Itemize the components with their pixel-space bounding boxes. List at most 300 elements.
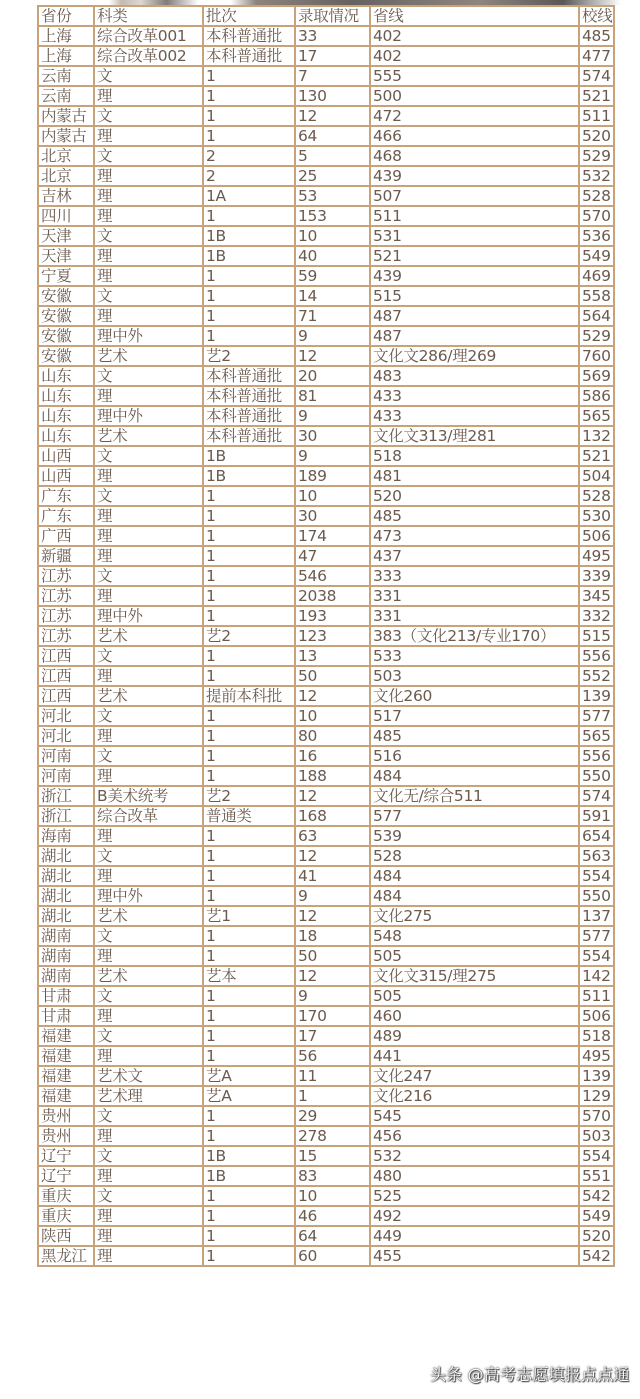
table-header-row [38,6,614,26]
cell-admission-count: 12 [295,106,370,126]
header-admission-count: 录取情况 [295,6,370,26]
table-row [38,826,614,846]
cell-school-cutoff: 345 [579,586,614,606]
cell-batch: 普通类 [203,806,295,826]
cell-province: 重庆 [38,1186,94,1206]
cell-subject-category: 理中外 [94,886,203,906]
cell-school-cutoff: 570 [579,206,614,226]
cell-batch: 1 [203,1246,295,1266]
cell-province-cutoff: 441 [370,1046,579,1066]
cell-batch: 1 [203,1126,295,1146]
cell-province: 湖北 [38,906,94,926]
cell-province-cutoff: 533 [370,646,579,666]
cell-admission-count: 83 [295,1166,370,1186]
cell-province: 广东 [38,486,94,506]
table-row [38,766,614,786]
cell-batch: 1 [203,566,295,586]
cell-province: 陕西 [38,1226,94,1246]
cell-admission-count: 60 [295,1246,370,1266]
cell-admission-count: 71 [295,306,370,326]
cell-subject-category: 文 [94,146,203,166]
cell-province-cutoff: 487 [370,306,579,326]
cell-province: 北京 [38,166,94,186]
cell-batch: 1 [203,986,295,1006]
cell-school-cutoff: 469 [579,266,614,286]
cell-admission-count: 30 [295,426,370,446]
cell-province-cutoff: 487 [370,326,579,346]
cell-batch: 1 [203,646,295,666]
table-row [38,386,614,406]
table-row [38,806,614,826]
table-row [38,1026,614,1046]
cell-school-cutoff: 504 [579,466,614,486]
table-row [38,1126,614,1146]
cell-batch: 1B [203,466,295,486]
cell-admission-count: 14 [295,286,370,306]
cell-batch: 1 [203,546,295,566]
cell-admission-count: 546 [295,566,370,586]
cell-batch: 1 [203,506,295,526]
cell-subject-category: 理 [94,166,203,186]
table-row [38,1246,614,1266]
cell-batch: 1 [203,1186,295,1206]
table-row [38,746,614,766]
cell-province-cutoff: 484 [370,866,579,886]
cell-admission-count: 59 [295,266,370,286]
cell-subject-category: 理中外 [94,406,203,426]
cell-batch: 1B [203,1146,295,1166]
cell-admission-count: 50 [295,946,370,966]
cell-subject-category: 理 [94,1226,203,1246]
header-school-cutoff: 校线 [579,6,614,26]
cell-province: 福建 [38,1046,94,1066]
cell-province: 福建 [38,1086,94,1106]
cell-subject-category: 理 [94,866,203,886]
cell-subject-category: 理 [94,1166,203,1186]
cell-subject-category: 文 [94,986,203,1006]
cell-province-cutoff: 484 [370,886,579,906]
table-row [38,26,614,46]
cell-province-cutoff: 516 [370,746,579,766]
cell-province: 江苏 [38,566,94,586]
cell-batch: 1B [203,246,295,266]
cell-subject-category: 理 [94,586,203,606]
cell-province-cutoff: 449 [370,1226,579,1246]
cell-province: 江苏 [38,586,94,606]
cell-batch: 1 [203,326,295,346]
cell-province-cutoff: 518 [370,446,579,466]
cell-province-cutoff: 483 [370,366,579,386]
cell-batch: 1 [203,126,295,146]
cell-batch: 1 [203,586,295,606]
cell-school-cutoff: 506 [579,526,614,546]
cell-school-cutoff: 591 [579,806,614,826]
cell-admission-count: 50 [295,666,370,686]
cell-batch: 1 [203,606,295,626]
cell-batch: 1 [203,526,295,546]
cell-subject-category: 理 [94,526,203,546]
cell-school-cutoff: 139 [579,1066,614,1086]
cell-province: 江西 [38,686,94,706]
cell-admission-count: 168 [295,806,370,826]
header-province-cutoff: 省线 [370,6,579,26]
cell-school-cutoff: 339 [579,566,614,586]
cell-admission-count: 10 [295,226,370,246]
cell-school-cutoff: 477 [579,46,614,66]
table-row [38,166,614,186]
cell-province: 湖北 [38,886,94,906]
cell-province: 山东 [38,406,94,426]
cell-province-cutoff: 437 [370,546,579,566]
cell-province: 福建 [38,1066,94,1086]
cell-province: 湖南 [38,966,94,986]
cell-admission-count: 10 [295,486,370,506]
cell-province-cutoff: 481 [370,466,579,486]
table-row [38,286,614,306]
cell-school-cutoff: 511 [579,986,614,1006]
cell-province-cutoff: 439 [370,166,579,186]
cell-batch: 艺A [203,1086,295,1106]
cell-subject-category: 综合改革002 [94,46,203,66]
table-row [38,926,614,946]
cell-province-cutoff: 503 [370,666,579,686]
table-row [38,1106,614,1126]
cell-province-cutoff: 文化275 [370,906,579,926]
table-row [38,586,614,606]
cell-batch: 1 [203,1046,295,1066]
cell-subject-category: 文 [94,1186,203,1206]
cell-province-cutoff: 517 [370,706,579,726]
cell-admission-count: 5 [295,146,370,166]
cell-admission-count: 56 [295,1046,370,1066]
cell-school-cutoff: 532 [579,166,614,186]
cell-province-cutoff: 433 [370,386,579,406]
cell-province-cutoff: 文化无/综合511 [370,786,579,806]
cell-province-cutoff: 505 [370,946,579,966]
cell-admission-count: 12 [295,786,370,806]
watermark-text: 头条 @高考志愿填报点点通 [430,1365,630,1384]
cell-subject-category: 理 [94,86,203,106]
table-row [38,526,614,546]
table-row [38,206,614,226]
cell-admission-count: 189 [295,466,370,486]
table-row [38,666,614,686]
cell-subject-category: 文 [94,286,203,306]
cell-batch: 1B [203,226,295,246]
cell-school-cutoff: 550 [579,886,614,906]
cell-province-cutoff: 文化文313/理281 [370,426,579,446]
cell-batch: 1 [203,86,295,106]
cell-province-cutoff: 511 [370,206,579,226]
cell-batch: 1 [203,306,295,326]
cell-school-cutoff: 565 [579,726,614,746]
table-row [38,546,614,566]
cell-school-cutoff: 574 [579,786,614,806]
cell-batch: 1 [203,1106,295,1126]
cell-subject-category: B美术统考 [94,786,203,806]
cell-province: 上海 [38,26,94,46]
table-row [38,246,614,266]
cell-school-cutoff: 139 [579,686,614,706]
cell-school-cutoff: 132 [579,426,614,446]
cell-subject-category: 文 [94,706,203,726]
cell-school-cutoff: 142 [579,966,614,986]
cell-subject-category: 文 [94,106,203,126]
cell-batch: 艺1 [203,906,295,926]
cell-subject-category: 文 [94,1146,203,1166]
cell-admission-count: 123 [295,626,370,646]
cell-batch: 1 [203,286,295,306]
cell-province: 山东 [38,426,94,446]
table-row [38,786,614,806]
cell-batch: 本科普通批 [203,366,295,386]
cell-school-cutoff: 556 [579,646,614,666]
table-row [38,366,614,386]
cell-school-cutoff: 503 [579,1126,614,1146]
table-row [38,326,614,346]
cell-province-cutoff: 456 [370,1126,579,1146]
cell-admission-count: 11 [295,1066,370,1086]
cell-batch: 1 [203,886,295,906]
cell-school-cutoff: 556 [579,746,614,766]
cell-school-cutoff: 542 [579,1246,614,1266]
cell-province-cutoff: 433 [370,406,579,426]
table-row [38,606,614,626]
cell-province-cutoff: 460 [370,1006,579,1026]
cell-admission-count: 80 [295,726,370,746]
cell-admission-count: 25 [295,166,370,186]
cell-school-cutoff: 528 [579,486,614,506]
cell-admission-count: 170 [295,1006,370,1026]
table-row [38,306,614,326]
cell-admission-count: 9 [295,326,370,346]
cell-school-cutoff: 577 [579,706,614,726]
cell-subject-category: 理 [94,726,203,746]
cell-province: 海南 [38,826,94,846]
cell-school-cutoff: 520 [579,126,614,146]
cell-province: 湖北 [38,846,94,866]
cell-school-cutoff: 529 [579,326,614,346]
cell-province: 安徽 [38,306,94,326]
cell-province: 江西 [38,666,94,686]
cell-admission-count: 16 [295,746,370,766]
cell-admission-count: 10 [295,1186,370,1206]
cell-school-cutoff: 551 [579,1166,614,1186]
cell-admission-count: 10 [295,706,370,726]
table-row [38,1186,614,1206]
cell-school-cutoff: 332 [579,606,614,626]
cell-admission-count: 15 [295,1146,370,1166]
cell-school-cutoff: 137 [579,906,614,926]
cell-school-cutoff: 563 [579,846,614,866]
cell-admission-count: 188 [295,766,370,786]
cell-province-cutoff: 473 [370,526,579,546]
cell-subject-category: 理 [94,1246,203,1266]
table-row [38,726,614,746]
cell-admission-count: 7 [295,66,370,86]
cell-admission-count: 40 [295,246,370,266]
cell-admission-count: 63 [295,826,370,846]
table-row [38,266,614,286]
cell-province: 云南 [38,86,94,106]
cell-subject-category: 文 [94,646,203,666]
cell-province: 山西 [38,466,94,486]
cell-school-cutoff: 574 [579,66,614,86]
cell-subject-category: 艺术 [94,966,203,986]
cell-province-cutoff: 520 [370,486,579,506]
cell-batch: 1 [203,706,295,726]
cell-admission-count: 33 [295,26,370,46]
cell-province-cutoff: 507 [370,186,579,206]
cell-subject-category: 文 [94,746,203,766]
cell-province: 湖南 [38,946,94,966]
cell-admission-count: 53 [295,186,370,206]
cell-province: 山西 [38,446,94,466]
cell-admission-count: 153 [295,206,370,226]
cell-province: 北京 [38,146,94,166]
cell-subject-category: 理 [94,506,203,526]
cell-province: 贵州 [38,1106,94,1126]
cell-subject-category: 理 [94,466,203,486]
cell-school-cutoff: 569 [579,366,614,386]
cell-province: 宁夏 [38,266,94,286]
cell-province-cutoff: 402 [370,46,579,66]
cell-province: 甘肃 [38,1006,94,1026]
cell-province: 甘肃 [38,986,94,1006]
cell-province-cutoff: 455 [370,1246,579,1266]
cell-province-cutoff: 333 [370,566,579,586]
cell-school-cutoff: 554 [579,866,614,886]
cell-batch: 1 [203,866,295,886]
cell-province-cutoff: 466 [370,126,579,146]
cell-province: 安徽 [38,346,94,366]
cell-subject-category: 理 [94,386,203,406]
cell-school-cutoff: 528 [579,186,614,206]
table-row [38,1226,614,1246]
cell-school-cutoff: 549 [579,1206,614,1226]
cell-admission-count: 278 [295,1126,370,1146]
cell-batch: 1 [203,946,295,966]
cell-batch: 1 [203,666,295,686]
cell-school-cutoff: 549 [579,246,614,266]
cell-school-cutoff: 542 [579,1186,614,1206]
table-row [38,346,614,366]
cell-subject-category: 理 [94,306,203,326]
cell-province: 安徽 [38,326,94,346]
cell-school-cutoff: 586 [579,386,614,406]
cell-subject-category: 理 [94,1046,203,1066]
table-row [38,986,614,1006]
cell-province: 四川 [38,206,94,226]
cell-subject-category: 艺术 [94,426,203,446]
cell-subject-category: 文 [94,926,203,946]
cell-subject-category: 理 [94,246,203,266]
table-row [38,406,614,426]
table-row [38,966,614,986]
cell-batch: 1 [203,266,295,286]
header-batch: 批次 [203,6,295,26]
cell-province-cutoff: 文化260 [370,686,579,706]
cell-batch: 1 [203,1226,295,1246]
cell-subject-category: 文 [94,846,203,866]
cell-admission-count: 12 [295,966,370,986]
cell-province-cutoff: 515 [370,286,579,306]
cell-school-cutoff: 536 [579,226,614,246]
cell-admission-count: 12 [295,346,370,366]
cell-province-cutoff: 531 [370,226,579,246]
cell-subject-category: 艺术理 [94,1086,203,1106]
cell-province-cutoff: 468 [370,146,579,166]
cell-subject-category: 理 [94,1006,203,1026]
cell-province-cutoff: 383（文化213/专业170） [370,626,579,646]
table-row [38,506,614,526]
cell-province-cutoff: 331 [370,586,579,606]
cell-province: 内蒙古 [38,126,94,146]
cell-school-cutoff: 570 [579,1106,614,1126]
cell-province: 河南 [38,766,94,786]
cell-batch: 1 [203,746,295,766]
cell-subject-category: 艺术 [94,906,203,926]
table-row [38,1086,614,1106]
cell-province-cutoff: 484 [370,766,579,786]
cell-batch: 1 [203,486,295,506]
table-row [38,86,614,106]
table-row [38,866,614,886]
cell-province: 新疆 [38,546,94,566]
cell-batch: 艺本 [203,966,295,986]
cell-admission-count: 9 [295,406,370,426]
cell-batch: 艺2 [203,626,295,646]
cell-admission-count: 174 [295,526,370,546]
cell-subject-category: 理中外 [94,606,203,626]
cell-admission-count: 2038 [295,586,370,606]
cell-batch: 1B [203,446,295,466]
cell-province: 江西 [38,646,94,666]
cell-province: 安徽 [38,286,94,306]
cell-batch: 1 [203,1006,295,1026]
cell-subject-category: 文 [94,66,203,86]
cell-school-cutoff: 521 [579,86,614,106]
cell-school-cutoff: 495 [579,546,614,566]
table-row [38,1066,614,1086]
cell-school-cutoff: 495 [579,1046,614,1066]
table-row [38,66,614,86]
cell-subject-category: 文 [94,486,203,506]
table-row [38,886,614,906]
table-row [38,466,614,486]
cell-school-cutoff: 550 [579,766,614,786]
table-row [38,226,614,246]
cell-batch: 本科普通批 [203,26,295,46]
cell-province-cutoff: 文化文315/理275 [370,966,579,986]
cell-admission-count: 41 [295,866,370,886]
table-row [38,686,614,706]
cell-subject-category: 艺术 [94,686,203,706]
cell-school-cutoff: 564 [579,306,614,326]
cell-province-cutoff: 331 [370,606,579,626]
cell-school-cutoff: 552 [579,666,614,686]
cell-admission-count: 46 [295,1206,370,1226]
table-row [38,706,614,726]
cell-batch: 2 [203,166,295,186]
cell-province-cutoff: 545 [370,1106,579,1126]
table-row [38,126,614,146]
cell-province-cutoff: 555 [370,66,579,86]
cell-province: 湖北 [38,866,94,886]
cell-school-cutoff: 529 [579,146,614,166]
cell-subject-category: 综合改革 [94,806,203,826]
cell-province: 吉林 [38,186,94,206]
